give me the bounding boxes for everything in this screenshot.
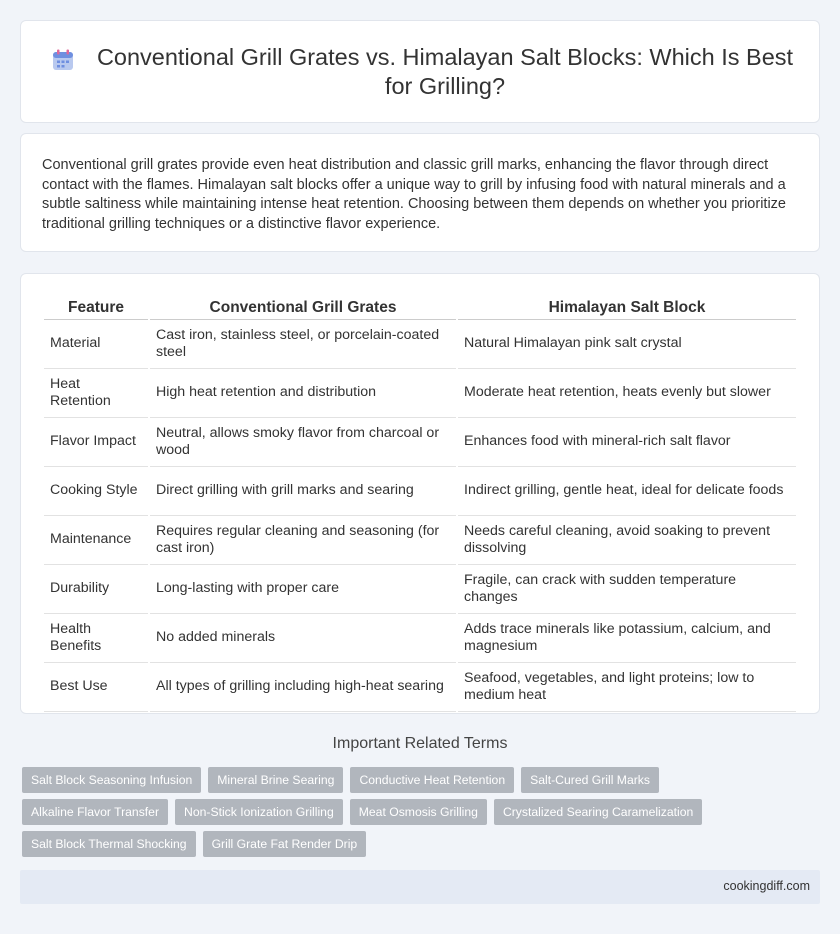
related-term-tag[interactable]: Conductive Heat Retention: [350, 767, 514, 793]
table-row: [44, 565, 796, 614]
feature-cell: Material: [44, 320, 148, 369]
feature-cell: Maintenance: [44, 516, 148, 565]
related-term-tag[interactable]: Crystalized Searing Caramelization: [494, 799, 702, 825]
feature-cell: Heat Retention: [44, 369, 148, 418]
feature-cell: Health Benefits: [44, 614, 148, 663]
salt-block-cell: Natural Himalayan pink salt crystal: [458, 320, 796, 369]
related-term-tag[interactable]: Salt Block Seasoning Infusion: [22, 767, 201, 793]
page-title: Conventional Grill Grates vs. Himalayan Salt Blocks: Which Is Best for Grilling?: [96, 44, 794, 99]
table-row: [44, 516, 796, 565]
table-row: [44, 663, 796, 712]
conventional-cell: Long-lasting with proper care: [150, 565, 456, 614]
header-salt-block: Himalayan Salt Block: [458, 296, 796, 320]
related-terms-heading: Important Related Terms: [332, 735, 508, 752]
conventional-cell: Cast iron, stainless steel, or porcelain-coated steel: [150, 320, 456, 369]
salt-block-cell: Needs careful cleaning, avoid soaking to prevent dissolving: [458, 516, 796, 565]
related-term-tag[interactable]: Grill Grate Fat Render Drip: [203, 831, 367, 857]
related-term-tag[interactable]: Salt-Cured Grill Marks: [521, 767, 659, 793]
feature-cell: Best Use: [44, 663, 148, 712]
related-term-tag[interactable]: Meat Osmosis Grilling: [350, 799, 487, 825]
conventional-cell: All types of grilling including high-heat searing: [150, 663, 456, 712]
related-term-tag[interactable]: Mineral Brine Searing: [208, 767, 343, 793]
intro-paragraph: Conventional grill grates provide even heat distribution and classic grill marks, enhancing the flavor through direct contact with the flames. Himalayan salt blocks offer a unique way to grill by infusing food with natural minerals and a subtle saltiness while maintaining intense heat retention. Choosing between them depends on whether you prioritize traditional grilling techniques or a distinctive flavor experience.: [42, 157, 786, 232]
feature-cell: Cooking Style: [44, 467, 148, 516]
related-term-tag[interactable]: Salt Block Thermal Shocking: [22, 831, 196, 857]
table-row: [44, 467, 796, 516]
footer-site-link[interactable]: cookingdiff.com: [723, 879, 810, 893]
conventional-cell: Direct grilling with grill marks and searing: [150, 467, 456, 516]
salt-block-cell: Enhances food with mineral-rich salt flavor: [458, 418, 796, 467]
related-term-tag[interactable]: Non-Stick Ionization Grilling: [175, 799, 343, 825]
related-terms-list: [22, 767, 812, 857]
conventional-cell: High heat retention and distribution: [150, 369, 456, 418]
feature-cell: Durability: [44, 565, 148, 614]
salt-block-cell: Fragile, can crack with sudden temperature changes: [458, 565, 796, 614]
comparison-table: [42, 296, 798, 712]
salt-block-cell: Indirect grilling, gentle heat, ideal for delicate foods: [458, 467, 796, 516]
footer: [20, 870, 820, 904]
header-conventional: Conventional Grill Grates: [150, 296, 456, 320]
conventional-cell: Requires regular cleaning and seasoning (for cast iron): [150, 516, 456, 565]
comparison-card: [20, 273, 820, 714]
table-row: [44, 320, 796, 369]
header-feature: Feature: [44, 296, 148, 320]
salt-block-cell: Seafood, vegetables, and light proteins; low to medium heat: [458, 663, 796, 712]
intro-card: [20, 133, 820, 252]
table-row: [44, 369, 796, 418]
conventional-cell: Neutral, allows smoky flavor from charcoal or wood: [150, 418, 456, 467]
related-term-tag[interactable]: Alkaline Flavor Transfer: [22, 799, 168, 825]
conventional-cell: No added minerals: [150, 614, 456, 663]
salt-block-cell: Moderate heat retention, heats evenly but slower: [458, 369, 796, 418]
table-row: [44, 418, 796, 467]
feature-cell: Flavor Impact: [44, 418, 148, 467]
table-header-row: [44, 296, 796, 320]
salt-block-cell: Adds trace minerals like potassium, calcium, and magnesium: [458, 614, 796, 663]
table-row: [44, 614, 796, 663]
title-card: [20, 20, 820, 123]
